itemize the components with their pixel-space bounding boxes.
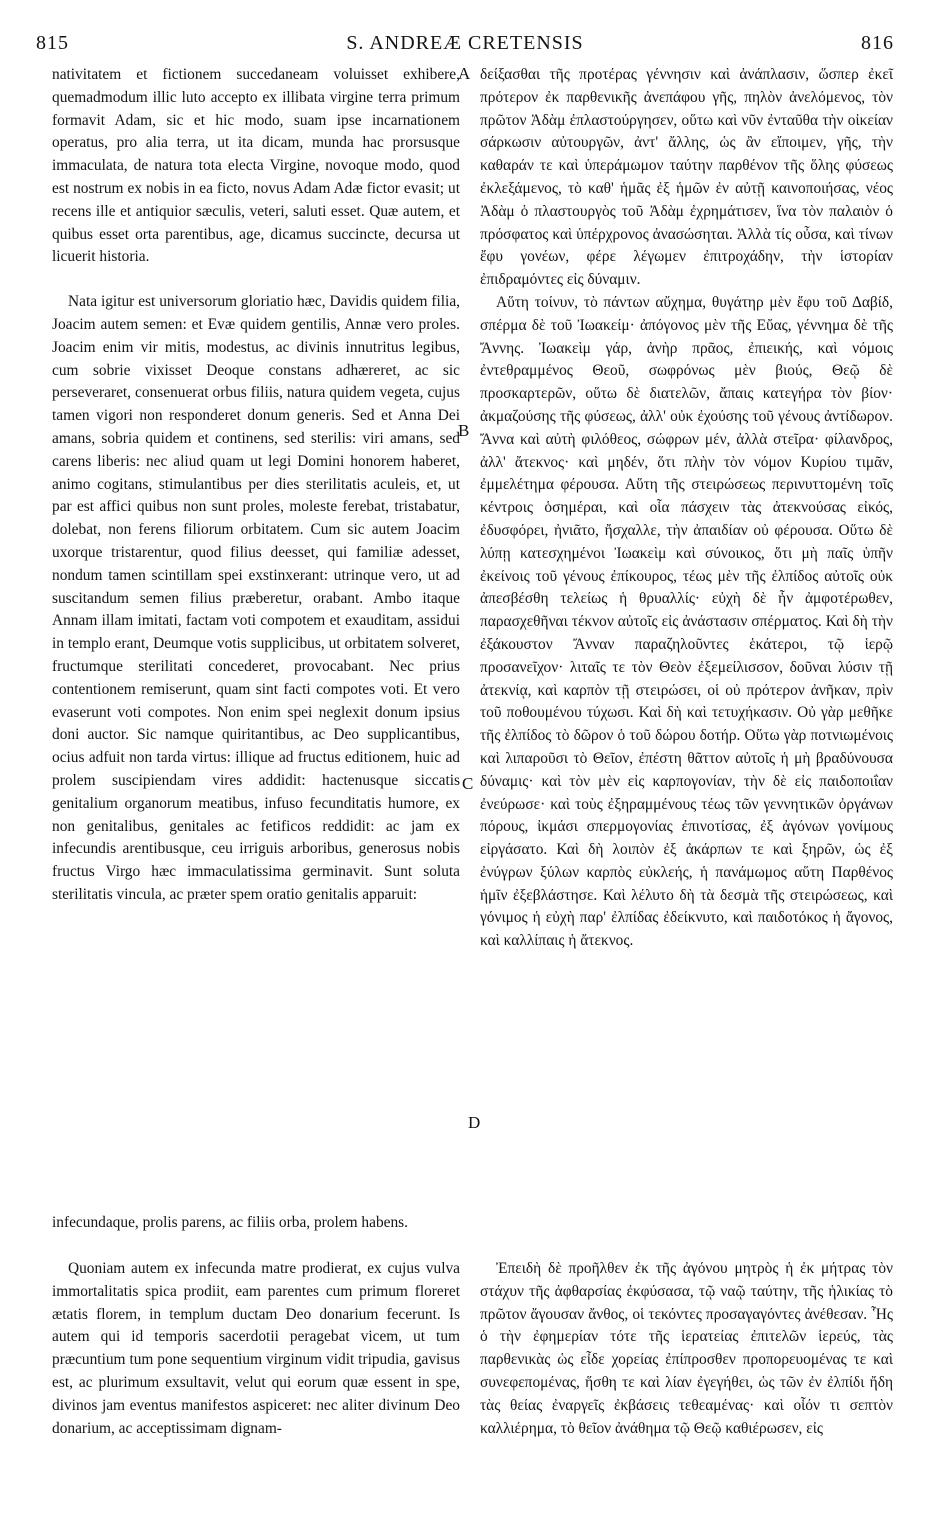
section-marker-d: D (468, 1113, 481, 1132)
page-number-left: 815 (36, 32, 69, 54)
latin-column (52, 64, 460, 907)
section-marker-b: B (458, 421, 470, 440)
latin-paragraph-2: Nata igitur est universorum gloriatio hæc, Davidis quidem filia, Joacim autem semen: et Evæ quidem gentilis, Annæ vero proles. Joacim enim vir mitis, modestus, ac divinis innutritus legibus, cum sobrie vixisset Deoque constans adhæreret, ac sic perseveraret, consenuerat orbus filiis, natura quidem vegeta, cujus tamen vigori non responderet donum generis. Sed et Anna Dei amans, sobria quidem et continens, sed sterilis: viri amans, sed carens liberis: nec aliud quam ut legi Domini honorem haberet, animo cogitans, stimulantibus per dies sterilitatis aculeis, et, ut par est affici quibus non sunt proles, moleste ferebat, tristabatur, dolebat, non ferens filiorum orbitatem. Cum sic autem Joacim uxorque tristarentur, quod filius deesset, qui familiæ adesset, nondum tamen scintillam spei exstinxerant: utrinque vero, ut ad suscitandum semen filius præberetur, orabant. Ambo itaque Annam illam imitati, factam voti compotem et exauditam, assidui in templo erant, Deumque votis supplicibus, ut orbitatem solveret, fructumque sterilitati concederet, provocabant. Nec prius contentionem remiserunt, quam sint facti compotes voti. Et vero evaserunt voti compotes. Non enim spei neglexit donum ipsius doni auctor. Sic namque quiritantibus, ac Deo supplicantibus, ocius adfuit non tarda virtus: illique ad fructus editionem, huic ad prolem suscipiendam vires addidit: hactenusque siccatis genitalium organorum meatibus, infuso fecunditatis humore, ex non genitalibus, genitales ac fetificos reddidit: ac jam ex infecundis arentibusque, ceu irriguis arboribus, generosus nobis fructus Virgo hæc immaculatissima germinavit. Sunt soluta sterilitatis vincula, ac præter spem oratio genitalis apparuit: (52, 293, 460, 903)
latin-continuation-line: infecundaque, prolis parens, ac filiis orba, prolem habens. (52, 1214, 409, 1231)
greek-paragraph-1: δείξασθαι τῆς προτέρας γέννησιν καὶ ἀνάπλασιν, ὥσπερ ἐκεῖ πρότερον ἐκ παρθενικῆς ἀνεπάφου γῆς, πηλὸν ἀνελόμενος, τὸν πρῶτον Ἀδὰμ ἐπλαστούργησεν, οὕτω καὶ νῦν ἐνταῦθα τὴν οἰκείαν σάρκωσιν αὐτουργῶν, ἀντ' ἄλλης, ὡς ἂν εἴποιμεν, γῆς, τὴν καθαράν τε καὶ ὑπεράμωμον ταύτην παρθένον τῆς ὅλης φύσεως ἐκλεξάμενος, τὸ καθ' ἡμᾶς ἐξ ἡμῶν ἐν αὐτῇ καινοποιήσας, νέος Ἀδὰμ ὁ πλαστουργὸς τοῦ Ἀδὰμ ἐχρημάτισεν, ἵνα τὸν παλαιὸν ὁ πρόσφατος καὶ ὑπέρχρονος ἀνασώσηται. Ἀλλὰ τίς οὖσα, καὶ τίνων ἔφυ γονέων, φέρε λέγωμεν ἐπιτροχάδην, τὴν ἱστορίαν ἐπιδραμόντες εἰς δύναμιν. (480, 66, 893, 289)
latin-column-lower (52, 1258, 460, 1440)
latin-paragraph-1: nativitatem et fictionem succedaneam voluisset exhibere, quemadmodum illic luto accepto ex illibata virgine terra primum formavit Adam, sic et hic modo, suam ipse incarnationem operatus, pro alia terra, ut ita dicam, munda hac prorsusque immaculata, de natura tota electa Virgine, novoque modo, quod est nostrum ex nobis in ea ficto, novus Adam Adæ fictor evasit; ut recens ille et antiquior sæculis, veteri, saluti esset. Quæ autem, et quibus esset orta parentibus, age, dicamus succincte, decursa ut licuerit historia. (52, 66, 460, 266)
page-number-right: 816 (861, 32, 894, 54)
section-marker-a: A (458, 64, 471, 83)
page-header (36, 32, 894, 62)
latin-paragraph-3: Quoniam autem ex infecunda matre prodierat, ex cujus vulva immortalitatis spica prodiit, eam parentes cum primum floreret ætatis florem, in templum ductam Deo donarium fecerunt. Is autem qui id temporis sacerdotii peragebat vicem, ut tum præcuntium tum pone sequentium virginum vidit tripudia, gavisus est, ac plurimum exsultavit, velut qui eorum quæ essent in spe, divinos jam eventus manifestos aspiceret: nec aliter divinum Deo donarium, ac acceptissimam dignam- (52, 1260, 460, 1437)
greek-paragraph-3: Ἐπειδὴ δὲ προῆλθεν ἐκ τῆς ἀγόνου μητρὸς ἡ ἐκ μήτρας τὸν στάχυν τῆς ἀφθαρσίας ἐκφύσασα, τῷ ναῷ ταύτην, τῆς ἡλικίας τὸ πρῶτον ἄγουσαν ἄνθος, οἱ τεκόντες προσαγαγόντες ἀνέθεσαν. Ἧς ὁ τὴν ἐφημερίαν τότε τῆς ἱερατείας ἐπιτελῶν ἱερεύς, τὰς παρθενικὰς ὡς εἶδε χορείας ἐπίπροσθεν προπορευομένας τε καὶ συνεφεπομένας, ἥσθη τε καὶ λίαν ἐγεγήθει, ὡς τῶν ἐν ἐλπίδι ἤδη τὰς θείας ἐναργεῖς ἐκβάσεις τεθεαμένας· καὶ οἷόν τι σεπτὸν καλλιέρημα, τὸ θεῖον ἀνάθημα τῷ Θεῷ καθιέρωσεν, εἰς (480, 1260, 893, 1437)
greek-column-lower (480, 1258, 893, 1440)
running-title: S. ANDREÆ CRETENSIS (346, 32, 584, 54)
greek-paragraph-2: Αὕτη τοίνυν, τὸ πάντων αὔχημα, θυγάτηρ μὲν ἔφυ τοῦ Δαβίδ, σπέρμα δὲ τοῦ Ἰωακείμ· ἀπόγονος μὲν τῆς Εὔας, γέννημα δὲ τῆς Ἄννης. Ἰωακεὶμ γάρ, ἀνὴρ πρᾶος, ἐπιεικής, καὶ νόμοις ἐντεθραμμένος Θεοῦ, σωφρόνως μὲν βιούς, Θεῷ δὲ προσκαρτερῶν, οὕτω δὲ διατελῶν, ἄπαις κατεγήρα τὸν βίον· ἀκμαζούσης τῆς φύσεως, ἀλλ' οὐκ ἐχούσης τοῦ γένους ἀντίδωρον. Ἄννα καὶ αὐτὴ φιλόθεος, σώφρων μέν, ἀλλὰ στεῖρα· φίλανδρος, ἀλλ' ἄτεκνος· καὶ μηδέν, ὅτι πλὴν τὸν νόμον Κυρίου τιμᾶν, ἐμμελέτημα φέρουσα. Αὕτη τῆς στειρώσεως περινυττομένη τοῖς κέντροις ὁσημέραι, καὶ οἷα πάσχειν τὰς ἀτεκνούσας εἰκός, ἐδυσφόρει, ἠνιᾶτο, ἤσχαλλε, τὴν ἀπαιδίαν οὐ φέρουσα. Οὕτω δὲ λύπῃ κατεσχημένοι Ἰωακεὶμ καὶ σύνοικος, ὅτι μὴ παῖς ὑπῆν ἐκείνοις τοῦ γένους ἐπίκουρος, τέως μὲν τῆς ἐλπίδος αὐτοῖς οὐκ ἀπεσβέσθη τελείως ἡ θρυαλλίς· εὐχὴ δὲ ἦν ἀμφοτέρωθεν, παρασχεθῆναι τέκνον αὐτοῖς εἰς ἀνάστασιν σπέρματος. Καὶ δὴ τὴν ἐξάκουστον Ἄνναν παραζηλοῦντες ἑκάτεροι, τῷ ἱερῷ προσανεῖχον· λιταῖς τε τὸν Θεὸν ἐξεμείλισσον, δοῦναι λύσιν τῇ ἀτεκνίᾳ, καὶ καρπὸν τῇ στειρώσει, οἱ οὐ πρότερον ἀνῆκαν, πρὶν τοῦ ποθουμένου τύχωσι. Καὶ δὴ καὶ τετυχήκασιν. Οὐ γὰρ μεθῆκε τῆς ἐλπίδος τὸ δῶρον ὁ τοῦ δώρου δοτήρ. Οὕτω γὰρ ποτνιωμένοις καὶ λιπαροῦσι τὸ Θεῖον, ἐπέστη θᾶττον αὐτοῖς ἡ μὴ βραδύνουσα δύναμις· καὶ τὸν μὲν εἰς καρπογονίαν, τὴν δὲ εἰς παιδοποιΐαν ἐνεύρωσε· καὶ τοὺς ἐξηραμμένους τέως τῶν γεννητικῶν ὀργάνων πόρους, ἰκμάσι σπερμογονίας ἐπινοτίσας, ἐξ ἀγόνων γονίμους εἰργάσατο. Καὶ δὴ λοιπὸν ἐξ ἀκάρπων τε καὶ ξηρῶν, ὡς ἐξ ἐνύγρων ξύλων καρπὸς εὐκλεής, ἡ πανάμωμος αὕτη Παρθένος ἡμῖν ἐξεβλάστησε. Καὶ λέλυτο δὴ τὰ δεσμὰ τῆς στειρώσεως, καὶ γόνιμος ἡ εὐχὴ παρ' ἐλπίδας ἐδείκνυτο, καὶ παιδοτόκος ἡ ἄγονος, καὶ καλλίπαις ἡ ἄτεκνος. (480, 293, 893, 950)
section-marker-c: C (462, 774, 474, 793)
greek-column (480, 64, 893, 953)
